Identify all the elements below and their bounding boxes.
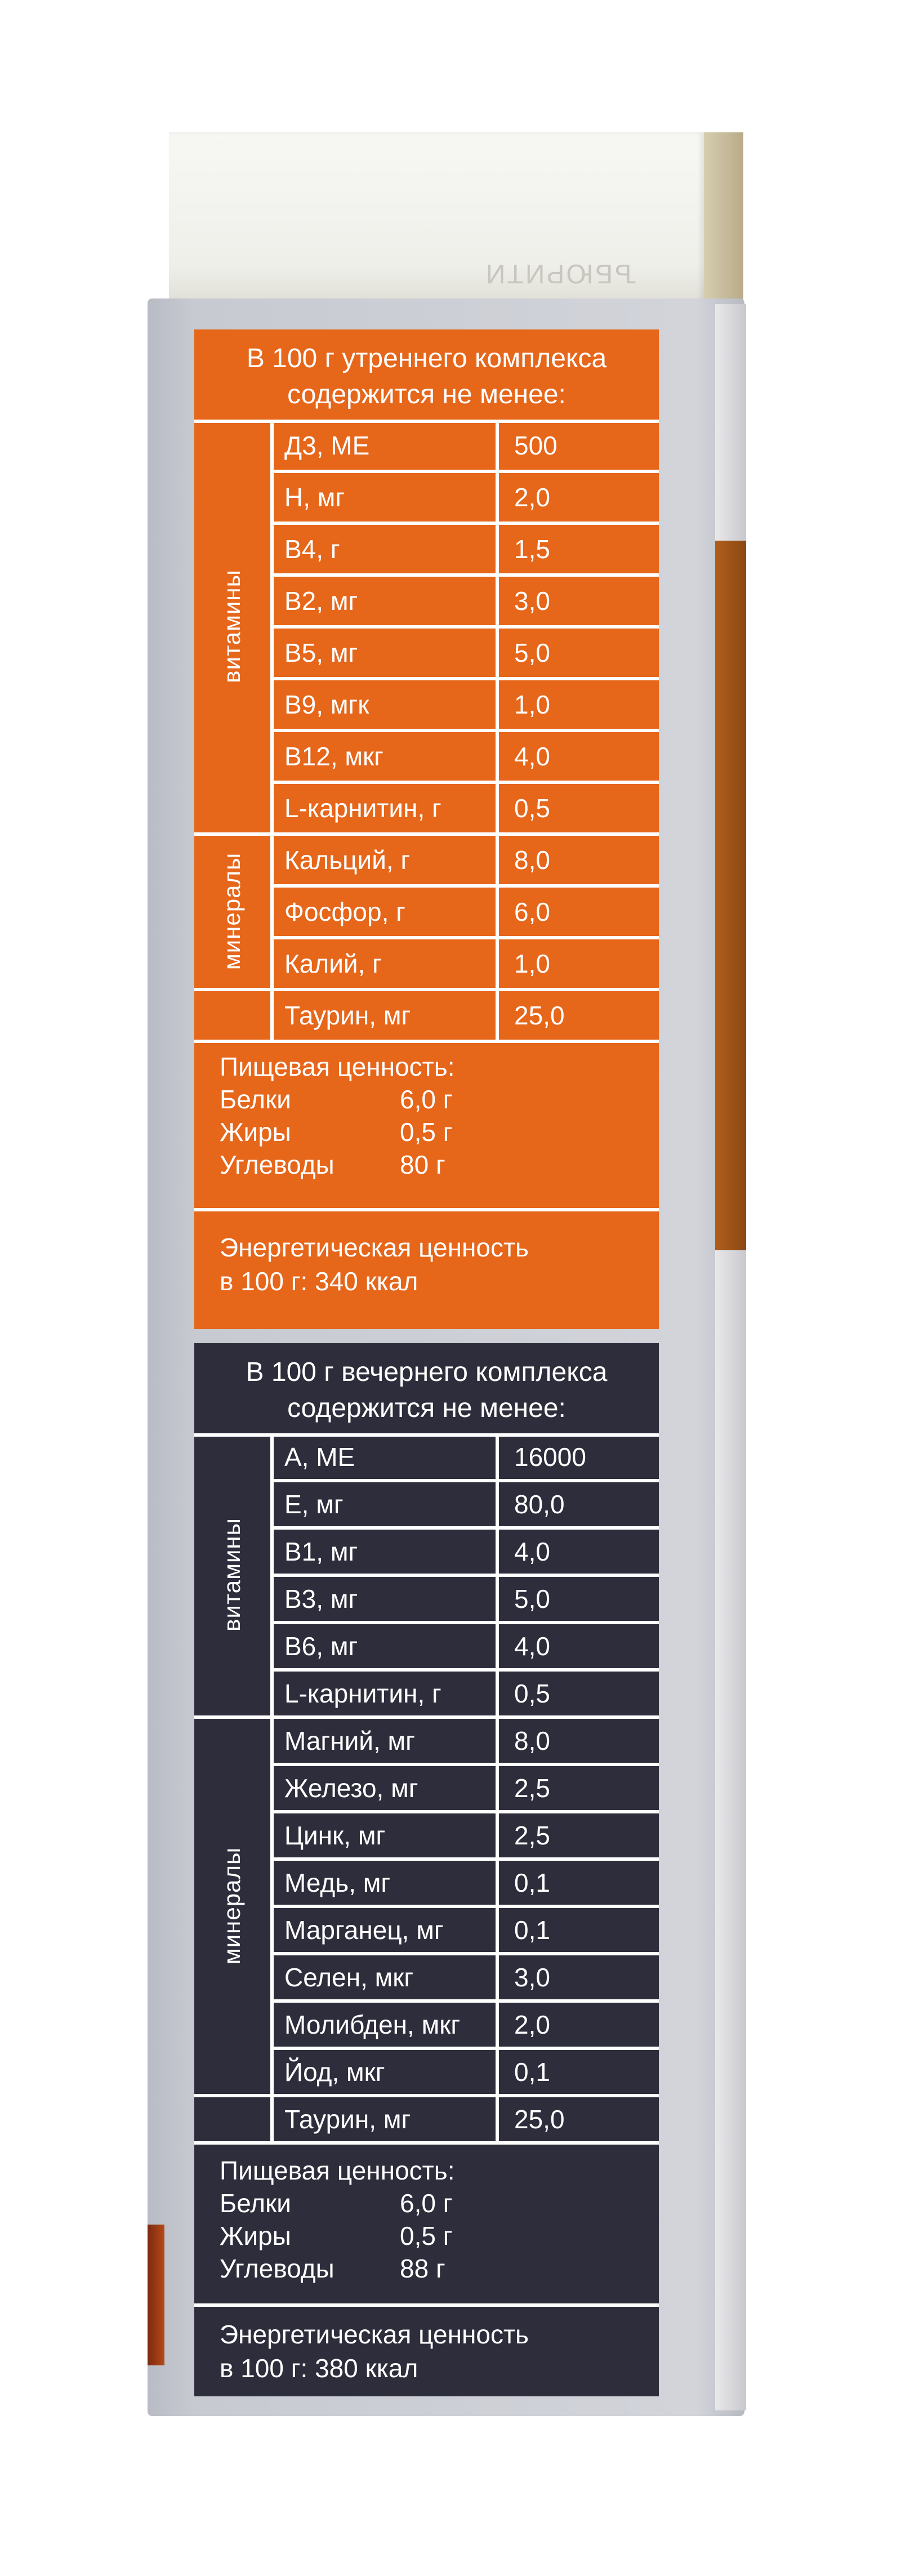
morning-nutrition-name: Белки [220,1085,291,1114]
morning-minerals-label: минералы [218,852,245,970]
morning-table-top-line [194,420,659,423]
morning-nutrient-table [194,420,659,1041]
evening-row-name: Йод, мкг [284,2057,385,2087]
evening-nutrition-name: Белки [220,2189,291,2218]
evening-nutrition-item [220,2252,454,2285]
morning-row-divider [270,625,659,629]
evening-row-value: 4,0 [514,1537,550,1566]
evening-row-name: В1, мг [284,1537,358,1566]
evening-row-name: В3, мг [284,1584,358,1614]
box-left-edge-accent [148,2225,164,2365]
morning-row-value: 5,0 [514,638,550,667]
morning-row-value: 1,0 [514,949,550,978]
evening-row-name: Магний, мг [284,1726,415,1755]
morning-row-divider [270,729,659,732]
morning-row-value: 0,5 [514,794,550,823]
morning-nutrition-value: 0,5 г [400,1117,453,1147]
morning-row-value: 4,0 [514,742,550,771]
evening-row-name: В6, мг [284,1632,358,1661]
evening-nutrition-name: Жиры [220,2221,291,2250]
evening-nutrition-value: 0,5 г [400,2221,453,2250]
morning-row-divider [194,1040,659,1043]
evening-row-value: 0,1 [514,1868,550,1897]
morning-nutrition-name: Углеводы [220,1150,334,1179]
evening-nutrition-item [220,2220,454,2252]
evening-row-divider [270,1668,659,1672]
evening-row-divider [270,1857,659,1861]
morning-nutrition-item [220,1148,454,1181]
morning-row-value: 3,0 [514,586,550,616]
evening-nutrition-title: Пищевая ценность: [220,2156,455,2185]
evening-nutrient-table [194,1433,659,2143]
morning-row-name: Д3, МЕ [284,431,370,460]
morning-nutrition-item [220,1083,454,1116]
morning-row-divider [270,884,659,888]
evening-table-top-line [194,1433,659,1437]
morning-row-name: Кальций, г [284,845,411,875]
morning-row-value: 1,0 [514,690,550,719]
evening-row-value: 4,0 [514,1632,550,1661]
morning-row-name: L-карнитин, г [284,794,441,823]
evening-row-value: 2,5 [514,1821,550,1850]
morning-row-name: В5, мг [284,638,358,667]
morning-row-name: Фосфор, г [284,897,405,926]
evening-row-divider [270,1479,659,1482]
evening-row-divider [270,1905,659,1908]
evening-nutrition-name: Углеводы [220,2254,334,2283]
evening-row-divider [270,1952,659,1955]
morning-row-value: 1,5 [514,534,550,564]
evening-row-divider [270,1763,659,1766]
evening-row-divider [194,2141,659,2145]
morning-row-name: В2, мг [284,586,358,616]
evening-separator [194,2303,659,2307]
morning-row-name: Калий, г [284,949,382,978]
evening-energy-line2: в 100 г: 380 ккал [220,2354,418,2383]
evening-row-name: Селен, мкг [284,1963,414,1992]
evening-row-divider [270,1999,659,2003]
evening-row-divider [194,1715,659,1719]
evening-row-value: 25,0 [514,2105,565,2134]
box-brand-text: ЪБЮРИТИ [484,259,636,288]
evening-row-divider [270,1621,659,1624]
morning-nutrition-title: Пищевая ценность: [220,1052,455,1081]
morning-header-line1: В 100 г утреннего комплекса [246,344,607,373]
evening-row-divider [270,1810,659,1813]
evening-row-value: 80,0 [514,1490,565,1519]
evening-table-value-divider [496,1433,499,2143]
morning-row-divider [270,522,659,525]
evening-row-value: 0,1 [514,1915,550,1945]
evening-row-divider [270,2047,659,2050]
morning-row-value: 2,0 [514,483,550,512]
morning-separator [194,1208,659,1211]
morning-row-name: В12, мкг [284,742,383,771]
box-right-edge-accent [715,541,746,1250]
morning-row-value: 6,0 [514,897,550,926]
evening-nutrition [220,2154,454,2285]
morning-energy-line2: в 100 г: 340 ккал [220,1267,418,1296]
evening-nutrition-item [220,2187,454,2220]
morning-row-name: Таурин, мг [284,1001,411,1030]
evening-row-value: 3,0 [514,1963,550,1992]
morning-row-divider [270,781,659,784]
evening-nutrition-value: 88 г [400,2254,445,2283]
evening-row-name: Е, мг [284,1490,344,1519]
morning-nutrition-item [220,1116,454,1148]
morning-row-value: 500 [514,431,557,460]
morning-complex-panel [194,329,659,1329]
morning-row-name: В9, мгк [284,690,369,719]
evening-complex-panel [194,1343,659,2396]
morning-row-value: 8,0 [514,845,550,875]
morning-nutrition-value: 80 г [400,1150,445,1179]
box-right-edge [715,304,746,2410]
evening-row-divider [194,2094,659,2097]
morning-row-divider [270,470,659,473]
evening-energy [220,2317,529,2385]
evening-row-divider [270,1574,659,1577]
morning-row-divider [194,832,659,836]
evening-row-name: Медь, мг [284,1868,391,1897]
morning-row-divider [270,936,659,939]
evening-row-name: А, МЕ [284,1442,355,1472]
evening-nutrition-value: 6,0 г [400,2189,453,2218]
evening-row-name: Цинк, мг [284,1821,386,1850]
morning-nutrition-value: 6,0 г [400,1085,453,1114]
box-top-fold [704,132,743,310]
morning-vitamins-label: витамины [218,569,245,683]
morning-energy-line1: Энергетическая ценность [220,1233,529,1262]
evening-row-name: Железо, мг [284,1773,418,1803]
evening-row-divider [270,1526,659,1530]
evening-row-name: Молибден, мкг [284,2010,461,2039]
evening-header-line1: В 100 г вечернего комплекса [246,1357,608,1387]
evening-row-value: 5,0 [514,1584,550,1614]
evening-row-name: Марганец, мг [284,1915,444,1945]
morning-nutrition [220,1050,454,1181]
evening-row-value: 8,0 [514,1726,550,1755]
morning-row-name: Н, мг [284,483,345,512]
morning-row-name: В4, г [284,534,340,564]
morning-energy [220,1231,529,1298]
evening-row-value: 16000 [514,1442,586,1472]
evening-row-value: 0,5 [514,1679,550,1708]
evening-row-value: 2,5 [514,1773,550,1803]
evening-energy-line1: Энергетическая ценность [220,2320,529,2349]
evening-row-value: 0,1 [514,2057,550,2087]
evening-row-name: L-карнитин, г [284,1679,441,1708]
box-top-flap [169,132,704,310]
morning-header-line2: содержится не менее: [287,380,566,409]
evening-row-value: 2,0 [514,2010,550,2039]
evening-header-line2: содержится не менее: [287,1393,566,1423]
evening-row-name: Таурин, мг [284,2105,411,2134]
evening-minerals-label: минералы [218,1847,245,1965]
morning-nutrition-name: Жиры [220,1117,291,1147]
morning-row-value: 25,0 [514,1001,565,1030]
morning-row-divider [270,573,659,577]
evening-vitamins-label: витамины [218,1518,245,1632]
evening-table-name-divider [270,1433,274,2143]
morning-row-divider [270,677,659,680]
morning-row-divider [194,988,659,991]
